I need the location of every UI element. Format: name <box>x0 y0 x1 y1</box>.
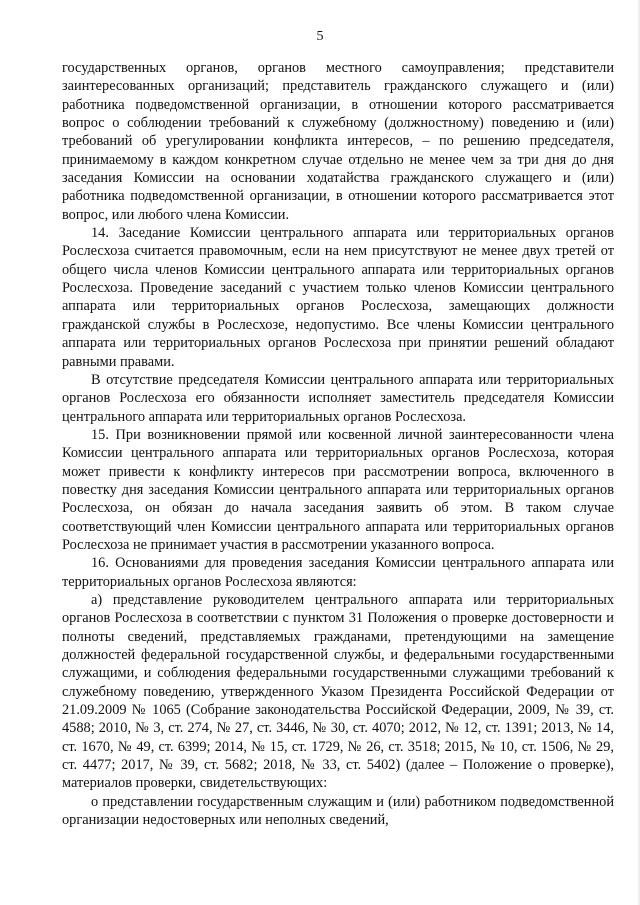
page-number: 5 <box>316 29 324 44</box>
paragraph-subitem-a-first-point: о представлении государственным служащим и (или) работником подведомственной организации недостоверных или неполных сведений, <box>62 793 614 829</box>
paragraph-item-15: 15. При возникновении прямой или косвенной личной заинтересованности члена Комиссии центрального аппарата или территориальных органов Рослесхоза, которая может привести к конфликту интересов при рассмотрении вопроса, включенного в повестку дня заседания Комиссии центрального аппарата или территориальных органов Рослесхоза, он обязан до начала заседания заявить об этом. В таком случае соответствующий член Комиссии центрального аппарата или территориальных органов Рослесхоза не принимает участия в рассмотрении указанного вопроса. <box>62 426 614 553</box>
paragraph-continuation: государственных органов, органов местного самоуправления; представители заинтересованных организаций; представитель гражданского служащего и (или) работника подведомственной организации, в отношении которого рассматривается вопрос о соблюдении требований к служебному (должностному) поведению и (или) требований об урегулировании конфликта интересов, – по решению председателя, принимаемому в каждом конкретном случае отдельно не менее чем за три дня до дня заседания Комиссии на основании ходатайства гражданского служащего и (или) работника подведомственной организации, в отношении которого рассматривается этот вопрос, или любого члена Комиссии. <box>62 60 614 223</box>
paragraph-item-16: 16. Основаниями для проведения заседания Комиссии центрального аппарата или территориальных органов Рослесхоза являются: <box>62 555 614 590</box>
paragraph-chair-absence: В отсутствие председателя Комиссии центрального аппарата или территориальных органов Рослесхоза его обязанности исполняет заместитель председателя Комиссии центрального аппарата или территориальных органов Рослесхоза. <box>62 371 614 425</box>
paragraph-subitem-a: а) представление руководителем центрального аппарата или территориальных органов Рослесхоза в соответствии с пунктом 31 Положения о проверке достоверности и полноты сведений, представляемых гражданами, претендующими на замещение должностей федеральной государственной службы, и федеральными государственными служащими, и соблюдения федеральными государственными служащими требований к служебному поведению, утвержденного Указом Президента Российской Федерации от 21.09.2009 № 1065 (Собрание законодательства Российской Федерации, 2009, № 39, ст. 4588; 2010, № 3, ст. 274, № 27, ст. 3446, № 30, ст. 4070; 2012, № 12, ст. 1391; 2013, № 14, ст. 1670, № 49, ст. 6399; 2014, № 15, ст. 1729, № 26, ст. 3518; 2015, № 10, ст. 1506, № 29, ст. 4477; 2017, № 39, ст. 5682; 2018, № 33, ст. 5402) (далее – Положение о проверке), материалов проверки, свидетельствующих: <box>62 591 614 792</box>
paragraph-item-14: 14. Заседание Комиссии центрального аппарата или территориальных органов Рослесхоза считается правомочным, если на нем присутствуют не менее двух третей от общего числа членов Комиссии центрального аппарата или территориальных органов Рослесхоза. Проведение заседаний с участием только членов Комиссии центрального аппарата или территориальных органов Рослесхоза, замещающих должности гражданской службы в Рослесхозе, недопустимо. Все члены Комиссии центрального аппарата или территориальных органов Рослесхоза при принятии решений обладают равными правами. <box>62 225 614 370</box>
document-body <box>62 59 614 829</box>
